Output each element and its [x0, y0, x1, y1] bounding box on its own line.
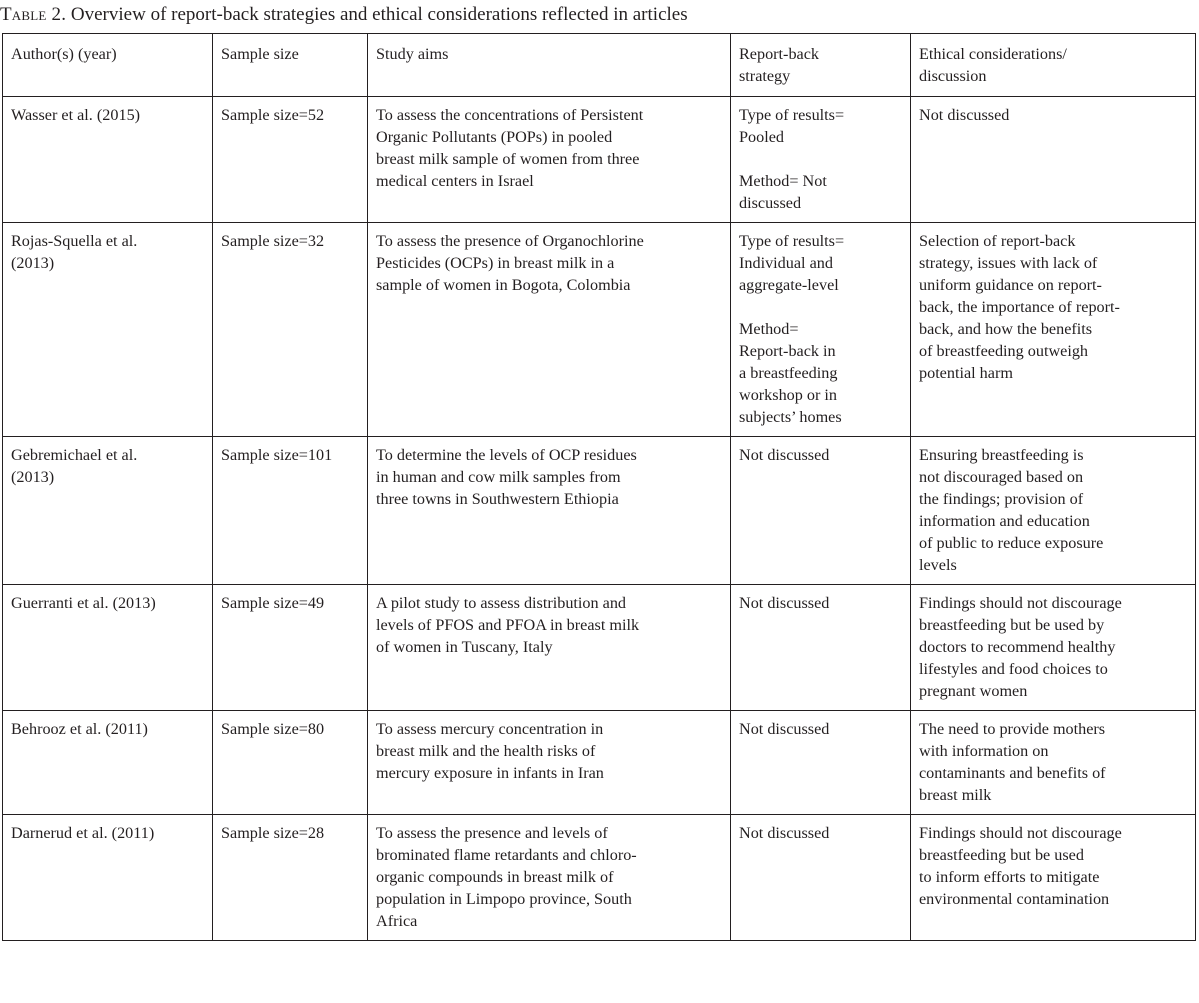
cell-author: Guerranti et al. (2013): [3, 585, 213, 711]
cell-ethical-considerations: Ensuring breastfeeding is not discouraged based on the findings; provision of information and education of public to reduce exposure levels: [911, 437, 1196, 585]
cell-study-aims: A pilot study to assess distribution and levels of PFOS and PFOA in breast milk of women in Tuscany, Italy: [368, 585, 731, 711]
cell-report-back-strategy: Not discussed: [731, 437, 911, 585]
cell-study-aims: To assess the concentrations of Persistent Organic Pollutants (POPs) in pooled breast milk sample of women from three medical centers in Israel: [368, 97, 731, 223]
table-row: [3, 223, 1196, 437]
cell-report-back-strategy: Not discussed: [731, 711, 911, 815]
cell-sample-size: Sample size=32: [213, 223, 368, 437]
cell-author: Rojas-Squella et al. (2013): [3, 223, 213, 437]
cell-study-aims: To determine the levels of OCP residues in human and cow milk samples from three towns in Southwestern Ethiopia: [368, 437, 731, 585]
cell-sample-size: Sample size=52: [213, 97, 368, 223]
cell-study-aims: To assess mercury concentration in breast milk and the health risks of mercury exposure in infants in Iran: [368, 711, 731, 815]
header-report-back-strategy: Report-back strategy: [731, 34, 911, 97]
cell-report-back-strategy: Type of results= Individual and aggregate-level Method= Report-back in a breastfeeding workshop or in subjects’ homes: [731, 223, 911, 437]
cell-author: Behrooz et al. (2011): [3, 711, 213, 815]
header-author: Author(s) (year): [3, 34, 213, 97]
cell-study-aims: To assess the presence and levels of brominated flame retardants and chloro- organic compounds in breast milk of population in Limpopo province, South Africa: [368, 815, 731, 941]
cell-ethical-considerations: Not discussed: [911, 97, 1196, 223]
cell-sample-size: Sample size=28: [213, 815, 368, 941]
cell-study-aims: To assess the presence of Organochlorine Pesticides (OCPs) in breast milk in a sample of women in Bogota, Colombia: [368, 223, 731, 437]
table-row: [3, 815, 1196, 941]
cell-sample-size: Sample size=80: [213, 711, 368, 815]
table-row: [3, 711, 1196, 815]
table-row: [3, 585, 1196, 711]
table-row: [3, 437, 1196, 585]
header-sample-size: Sample size: [213, 34, 368, 97]
cell-ethical-considerations: Selection of report-back strategy, issues with lack of uniform guidance on report- back, the importance of report- back, and how the benefits of breastfeeding outweigh potential harm: [911, 223, 1196, 437]
cell-report-back-strategy: Type of results= Pooled Method= Not discussed: [731, 97, 911, 223]
cell-report-back-strategy: Not discussed: [731, 815, 911, 941]
cell-report-back-strategy: Not discussed: [731, 585, 911, 711]
cell-author: Darnerud et al. (2011): [3, 815, 213, 941]
cell-author: Wasser et al. (2015): [3, 97, 213, 223]
header-row: [3, 34, 1196, 97]
header-study-aims: Study aims: [368, 34, 731, 97]
cell-sample-size: Sample size=101: [213, 437, 368, 585]
table-label: Table 2.: [0, 4, 67, 25]
table-title: Overview of report-back strategies and ethical considerations reflected in articles: [70, 4, 688, 25]
cell-ethical-considerations: Findings should not discourage breastfeeding but be used to inform efforts to mitigate environmental contamination: [911, 815, 1196, 941]
cell-ethical-considerations: The need to provide mothers with information on contaminants and benefits of breast milk: [911, 711, 1196, 815]
header-ethical-considerations: Ethical considerations/ discussion: [911, 34, 1196, 97]
cell-author: Gebremichael et al. (2013): [3, 437, 213, 585]
cell-ethical-considerations: Findings should not discourage breastfeeding but be used by doctors to recommend healthy lifestyles and food choices to pregnant women: [911, 585, 1196, 711]
table-row: [3, 97, 1196, 223]
cell-sample-size: Sample size=49: [213, 585, 368, 711]
report-back-table: [2, 33, 1196, 941]
